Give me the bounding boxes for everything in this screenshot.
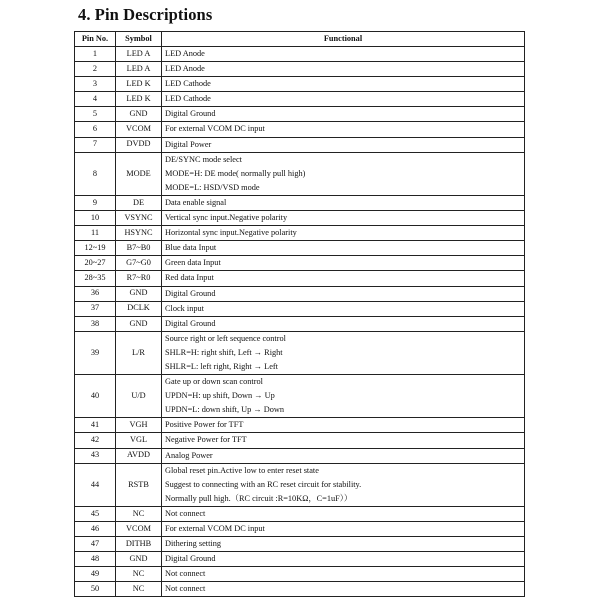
- symbol-cell: VCOM: [116, 522, 162, 537]
- function-cell: [162, 552, 525, 567]
- pin-number-cell: 43: [75, 448, 116, 463]
- symbol-cell: G7~G0: [116, 256, 162, 271]
- pin-number-cell: 9: [75, 195, 116, 210]
- function-line: Gate up or down scan control: [165, 377, 263, 387]
- function-line: Analog Power: [165, 450, 213, 460]
- table-row: [75, 122, 525, 137]
- function-cell: [162, 537, 525, 552]
- table-row: [75, 433, 525, 448]
- symbol-cell: NC: [116, 506, 162, 521]
- pin-number-cell: 20~27: [75, 256, 116, 271]
- function-line: Digital Ground: [165, 554, 216, 564]
- header-functional: Functional: [162, 32, 525, 47]
- pin-number-cell: 37: [75, 301, 116, 316]
- symbol-cell: DCLK: [116, 301, 162, 316]
- function-line: Not connect: [165, 508, 206, 518]
- function-line: Data enable signal: [165, 197, 227, 207]
- table-row: [75, 107, 525, 122]
- function-line: Not connect: [165, 584, 206, 594]
- function-line: Suggest to connecting with an RC reset circuit for stability.: [165, 479, 362, 489]
- function-cell: [162, 226, 525, 241]
- function-line: MODE=H: DE mode( normally pull high): [165, 168, 306, 178]
- function-cell: [162, 256, 525, 271]
- function-cell: [162, 331, 525, 374]
- table-row: [75, 448, 525, 463]
- function-line: Digital Ground: [165, 318, 216, 328]
- function-line: DE/SYNC mode select: [165, 154, 242, 164]
- pin-number-cell: 44: [75, 463, 116, 506]
- function-cell: [162, 122, 525, 137]
- table-row: [75, 301, 525, 316]
- pin-number-cell: 7: [75, 137, 116, 152]
- function-line: Not connect: [165, 569, 206, 579]
- symbol-cell: MODE: [116, 152, 162, 195]
- function-line: Clock input: [165, 303, 204, 313]
- table-row: [75, 256, 525, 271]
- symbol-cell: LED A: [116, 47, 162, 62]
- table-row: [75, 567, 525, 582]
- table-row: [75, 522, 525, 537]
- symbol-cell: DITHB: [116, 537, 162, 552]
- header-symbol: Symbol: [116, 32, 162, 47]
- pin-number-cell: 3: [75, 77, 116, 92]
- symbol-cell: HSYNC: [116, 226, 162, 241]
- table-row: [75, 241, 525, 256]
- function-cell: [162, 582, 525, 597]
- function-cell: [162, 316, 525, 331]
- pin-number-cell: 38: [75, 316, 116, 331]
- table-row: [75, 463, 525, 506]
- symbol-cell: GND: [116, 286, 162, 301]
- pin-number-cell: 42: [75, 433, 116, 448]
- function-cell: [162, 522, 525, 537]
- function-cell: [162, 433, 525, 448]
- table-row: [75, 137, 525, 152]
- function-line: Source right or left sequence control: [165, 333, 286, 343]
- table-header-row: [75, 32, 525, 47]
- pin-number-cell: 46: [75, 522, 116, 537]
- function-line: Digital Ground: [165, 288, 216, 298]
- symbol-cell: LED K: [116, 77, 162, 92]
- function-cell: [162, 418, 525, 433]
- function-cell: [162, 107, 525, 122]
- pin-number-cell: 4: [75, 92, 116, 107]
- function-cell: [162, 448, 525, 463]
- pin-number-cell: 48: [75, 552, 116, 567]
- table-row: [75, 77, 525, 92]
- symbol-cell: VSYNC: [116, 211, 162, 226]
- function-line: MODE=L: HSD/VSD mode: [165, 182, 260, 192]
- symbol-cell: LED K: [116, 92, 162, 107]
- table-row: [75, 418, 525, 433]
- pin-number-cell: 1: [75, 47, 116, 62]
- function-line: Green data Input: [165, 258, 221, 268]
- symbol-cell: NC: [116, 582, 162, 597]
- pin-number-cell: 39: [75, 331, 116, 374]
- function-cell: [162, 241, 525, 256]
- table-row: [75, 195, 525, 210]
- symbol-cell: U/D: [116, 375, 162, 418]
- function-line: UPDN=H: up shift, Down → Up: [165, 391, 275, 401]
- pin-number-cell: 50: [75, 582, 116, 597]
- function-line: LED Cathode: [165, 94, 211, 104]
- table-row: [75, 92, 525, 107]
- pin-number-cell: 36: [75, 286, 116, 301]
- function-cell: [162, 286, 525, 301]
- table-row: [75, 537, 525, 552]
- symbol-cell: VCOM: [116, 122, 162, 137]
- symbol-cell: GND: [116, 316, 162, 331]
- pin-number-cell: 12~19: [75, 241, 116, 256]
- table-body: [75, 47, 525, 597]
- table-row: [75, 271, 525, 286]
- table-row: [75, 226, 525, 241]
- table-row: [75, 286, 525, 301]
- table-row: [75, 47, 525, 62]
- section-title: 4. Pin Descriptions: [78, 5, 213, 24]
- function-line: Positive Power for TFT: [165, 420, 244, 430]
- function-line: LED Cathode: [165, 79, 211, 89]
- table-row: [75, 506, 525, 521]
- function-line: Digital Ground: [165, 109, 216, 119]
- function-line: Red data Input: [165, 273, 214, 283]
- table-row: [75, 375, 525, 418]
- function-line: Dithering setting: [165, 539, 221, 549]
- function-line: Horizontal sync input.Negative polarity: [165, 228, 297, 238]
- function-line: For external VCOM DC input: [165, 524, 265, 533]
- function-line: For external VCOM DC input: [165, 124, 265, 134]
- function-cell: [162, 211, 525, 226]
- function-cell: [162, 375, 525, 418]
- symbol-cell: GND: [116, 107, 162, 122]
- table-row: [75, 62, 525, 77]
- table-row: [75, 152, 525, 195]
- symbol-cell: DE: [116, 195, 162, 210]
- function-line: Blue data Input: [165, 243, 217, 253]
- symbol-cell: GND: [116, 552, 162, 567]
- pin-number-cell: 45: [75, 506, 116, 521]
- function-cell: [162, 47, 525, 62]
- symbol-cell: L/R: [116, 331, 162, 374]
- symbol-cell: R7~R0: [116, 271, 162, 286]
- symbol-cell: NC: [116, 567, 162, 582]
- function-cell: [162, 195, 525, 210]
- function-cell: [162, 271, 525, 286]
- pin-number-cell: 5: [75, 107, 116, 122]
- function-cell: [162, 92, 525, 107]
- function-line: Normally pull high.（RC circuit :R=10KΩ，C=1uF））: [165, 493, 353, 503]
- pin-number-cell: 41: [75, 418, 116, 433]
- function-cell: [162, 62, 525, 77]
- table-row: [75, 582, 525, 597]
- function-line: LED Anode: [165, 49, 205, 58]
- symbol-cell: VGL: [116, 433, 162, 448]
- pin-number-cell: 49: [75, 567, 116, 582]
- table-row: [75, 552, 525, 567]
- function-cell: [162, 137, 525, 152]
- function-line: Vertical sync input.Negative polarity: [165, 213, 288, 223]
- pin-description-table: [74, 31, 525, 597]
- function-cell: [162, 463, 525, 506]
- function-line: Digital Power: [165, 139, 212, 149]
- function-cell: [162, 77, 525, 92]
- table-row: [75, 316, 525, 331]
- pin-number-cell: 40: [75, 375, 116, 418]
- function-line: SHLR=L: left right, Right → Left: [165, 361, 278, 371]
- function-line: LED Anode: [165, 64, 205, 74]
- function-line: SHLR=H: right shift, Left → Right: [165, 347, 283, 357]
- symbol-cell: B7~B0: [116, 241, 162, 256]
- symbol-cell: DVDD: [116, 137, 162, 152]
- table-row: [75, 211, 525, 226]
- function-line: UPDN=L: down shift, Up → Down: [165, 405, 284, 415]
- symbol-cell: RSTB: [116, 463, 162, 506]
- pin-number-cell: 11: [75, 226, 116, 241]
- pin-number-cell: 2: [75, 62, 116, 77]
- header-pin-no: Pin No.: [75, 32, 116, 47]
- table-row: [75, 331, 525, 374]
- function-cell: [162, 506, 525, 521]
- function-cell: [162, 301, 525, 316]
- symbol-cell: AVDD: [116, 448, 162, 463]
- function-line: Negative Power for TFT: [165, 435, 247, 445]
- symbol-cell: LED A: [116, 62, 162, 77]
- function-line: Global reset pin.Active low to enter reset state: [165, 465, 319, 475]
- pin-number-cell: 28~35: [75, 271, 116, 286]
- pin-number-cell: 10: [75, 211, 116, 226]
- pin-number-cell: 6: [75, 122, 116, 137]
- pin-number-cell: 47: [75, 537, 116, 552]
- function-cell: [162, 567, 525, 582]
- function-cell: [162, 152, 525, 195]
- pin-number-cell: 8: [75, 152, 116, 195]
- symbol-cell: VGH: [116, 418, 162, 433]
